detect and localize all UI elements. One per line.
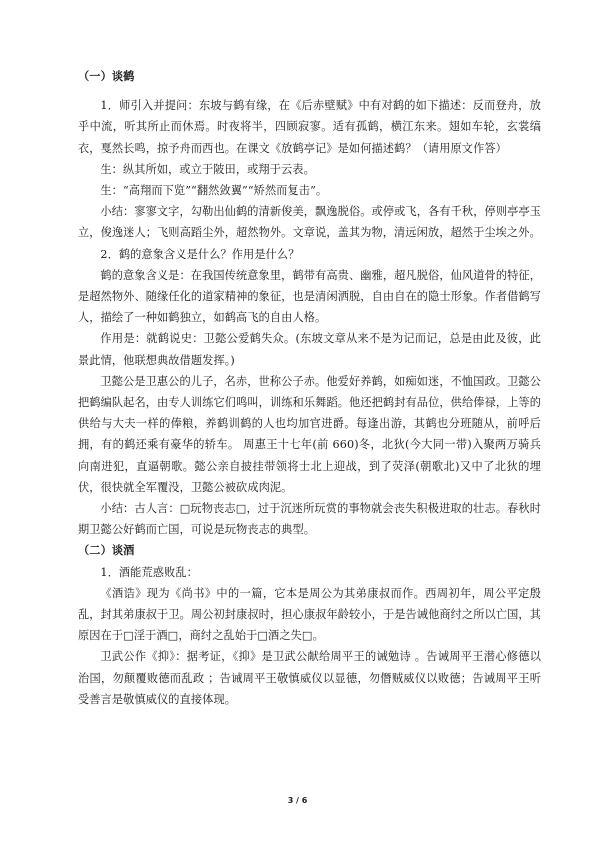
question-1-paragraph: 1．师引入并提问：东坡与鹤有缘，在《后赤壁赋》中有对鹤的如下描述：反而登舟，放乎中流，听其所止而休焉。时夜将半，四顾寂寥。适有孤鹤，横江东来。翅如车轮，玄裳缟衣，戛然长鸣，掠予舟而西也。在课文《放鹤亭记》是如何描述鹤？（请用原文作答） [78, 99, 541, 155]
section-heading-crane: （一）谈鹤 [78, 70, 135, 83]
page-number: 3 / 6 [287, 796, 308, 805]
crane-meaning-paragraph: 鹤的意象含义是：在我国传统意象里，鹤带有高贵、幽雅，超凡脱俗，仙风道骨的特征，是超然物外、随缘任化的道家精神的象征，也是清闲洒脱，自由自在的隐士形象。作者借鹤写人，描绘了一种如鹤独立，如鹤高飞的自由人格。 [78, 268, 541, 325]
student-answer-2: 生：“高翔而下览”“翻然敛翼”“矫然而复击”。 [100, 184, 328, 198]
question-2-paragraph: 2．鹤的意象含义是什么？作用是什么？ [100, 247, 300, 261]
page-content [78, 66, 541, 710]
wine-question-1: 1．酒能荒惑败乱： [100, 565, 198, 579]
summary-paragraph-2: 小结：古人言：□玩物丧志□，过于沉迷所玩赏的事物就会丧失积极进取的壮志。春秋时期卫懿公好鹤而亡国，可说是玩物丧志的典型。 [78, 502, 541, 537]
jiugao-paragraph: 《酒诰》现为《尚书》中的一篇，它本是周公为其弟康叔而作。西周初年，周公平定殷乱，封其弟康叔于卫。周公初封康叔时，担心康叔年龄较小，于是告诫他商纣之所以亡国，其原因在于□淫于酒□，商纣之乱始于□酒之失□。 [78, 586, 541, 643]
crane-function-paragraph: 作用是：就鹤说史：卫懿公爱鹤失众。(东坡文章从来不是为记而记，总是由此及彼，此景此情，他联想典故借题发挥。) [78, 332, 541, 367]
yi-poem-paragraph: 卫武公作《抑》：据考证，《抑》是卫武公献给周平王的诫勉诗 。告诫周平王潜心修德以治国，勿颠覆败德而乱政 ；告诫周平王敬慎威仪以显德，勿僭贼威仪以败德；告诫周平王听受善言是敬慎威仪的直接体现。 [78, 650, 541, 706]
student-answer-1: 生：纵其所如，或立于陂田，或翔于云表。 [100, 162, 315, 176]
section-heading-wine: （二）谈酒 [78, 544, 135, 558]
wei-yi-gong-story: 卫懿公是卫惠公的儿子，名赤，世称公子赤。他爱好养鹤，如痴如迷，不恤国政。卫懿公把鹤编队起名，由专人训练它们鸣叫，训练和乐舞蹈。他还把鹤封有品位，供给俸禄，上等的供给与大夫一样的俸粮，养鹤训鹤的人也均加官进爵。每逢出游，其鹤也分班随从，前呼后拥，有的鹤还乘有豪华的轿车。 周惠王十七年(前 660)冬，北狄(今大同一带)入聚两万骑兵向南进犯，直逼朝歌。懿公亲自披挂带领将士北上迎战，到了荧泽(朝歌北)又中了北狄的埋伏，很快就全军覆没，卫懿公被砍成肉泥。 [78, 374, 541, 494]
summary-paragraph-1: 小结：寥寥文字，勾勒出仙鹤的清新俊美，飘逸脱俗。或停或飞，各有千秋，停则亭亭玉立，俊逸迷人；飞则高蹈尘外，超然物外。文章说，盖其为物，清远闲放，超然于尘埃之外。 [78, 205, 541, 240]
